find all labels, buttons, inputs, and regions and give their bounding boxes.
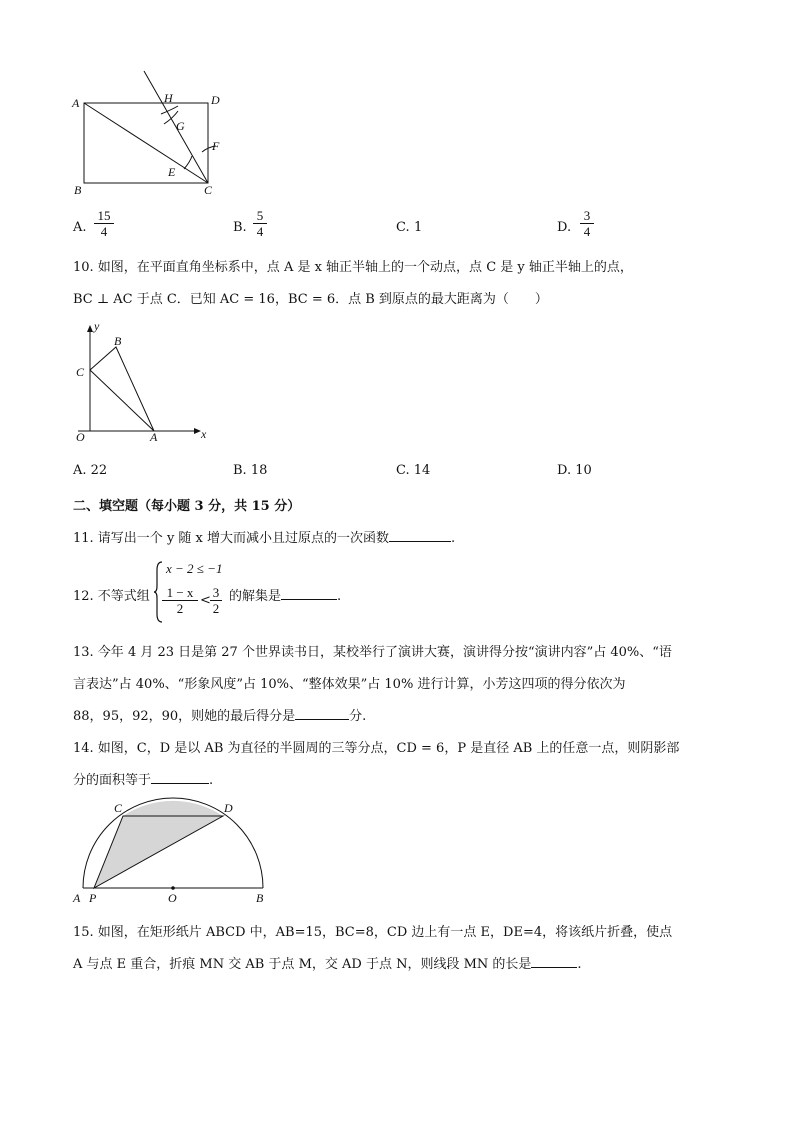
q10-label-x: x xyxy=(201,427,207,441)
q9-label-b: B xyxy=(74,183,82,197)
q10-label-b: B xyxy=(114,334,122,348)
q9-arc-e xyxy=(184,156,192,169)
q13-answer-blank[interactable] xyxy=(295,707,349,720)
q9-diagonal-ac xyxy=(84,103,208,183)
q10-figure xyxy=(70,318,220,446)
q9-figure xyxy=(66,66,236,200)
q9-label-h: H xyxy=(164,91,173,105)
q14-label-p: P xyxy=(89,891,97,905)
q12-fraction-left: $\frac{1 - x}{2}$ xyxy=(162,585,198,616)
q14-answer-blank[interactable] xyxy=(151,771,209,784)
q15-line1: 15. 如图，在矩形纸片 ABCD 中，AB=15，BC=8，CD 边上有一点 E，DE=4，将该纸片折叠，使点 xyxy=(73,925,673,940)
q12-suffix: 的解集是 . xyxy=(229,589,342,604)
q11-answer-blank[interactable] xyxy=(389,529,451,542)
q13-line2: 言表达”占 40%、“形象风度”占 10%、“整体效果”占 10% 进行计算，小芳这四项的得分依次为 xyxy=(73,677,626,692)
q10-label-y: y xyxy=(94,319,100,333)
q10-label-c: C xyxy=(76,365,85,379)
q14-label-d: D xyxy=(224,801,233,815)
q13-line3: 88，95，92，90，则她的最后得分是 分. xyxy=(73,709,367,724)
q14-shaded-triangle xyxy=(94,816,223,888)
q12-fraction-right: $\frac{3}{2}$ xyxy=(210,585,222,616)
q14-label-c: C xyxy=(114,801,123,815)
q10-option-b: B. 18 xyxy=(233,463,268,478)
q12-prefix: 12. 不等式组 xyxy=(73,589,150,604)
q14-shaded-segment xyxy=(123,801,223,816)
q9-label-c: C xyxy=(204,183,213,197)
q14-label-a: A xyxy=(73,891,81,905)
q10-label-a: A xyxy=(150,430,158,444)
q9-label-g: G xyxy=(176,119,185,133)
q10-stem-line1: 10. 如图，在平面直角坐标系中，点 A 是 x 轴正半轴上的一个动点，点 C 是 y 轴正半轴上的点， xyxy=(73,260,633,275)
q14-label-b: B xyxy=(256,891,264,905)
q12-less-than: < xyxy=(200,593,211,608)
q10-option-c: C. 14 xyxy=(396,463,431,478)
q9-label-e: E xyxy=(168,165,176,179)
q14-center-point xyxy=(171,886,175,890)
q14-figure xyxy=(70,796,280,908)
q10-option-d: D. 10 xyxy=(557,463,592,478)
section-title: 二、填空题（每小题 3 分，共 15 分） xyxy=(73,499,301,514)
q9-label-a: A xyxy=(72,96,80,110)
q9-label-d: D xyxy=(211,93,220,107)
q11-stem: 11. 请写出一个 y 随 x 增大而减小且过原点的一次函数 . xyxy=(73,531,456,546)
q10-label-o: O xyxy=(76,430,85,444)
q9-label-f: F xyxy=(212,139,220,153)
q12-answer-blank[interactable] xyxy=(281,587,337,600)
q15-answer-blank[interactable] xyxy=(531,955,577,968)
q14-line1: 14. 如图，C，D 是以 AB 为直径的半圆周的三等分点，CD = 6，P 是直径 AB 上的任意一点，则阴影部 xyxy=(73,741,680,756)
q14-label-o: O xyxy=(168,891,177,905)
q10-triangle-abc xyxy=(90,347,154,431)
q13-line1: 13. 今年 4 月 23 日是第 27 个世界读书日，某校举行了演讲大赛，演讲得分按“演讲内容”占 40%、“语 xyxy=(73,645,672,660)
q12-inequality-1: x − 2 ≤ −1 xyxy=(166,561,223,576)
q10-option-a: A. 22 xyxy=(73,463,108,478)
q15-line2: A 与点 E 重合，折痕 MN 交 AB 于点 M，交 AD 于点 N，则线段 MN 的长是 . xyxy=(73,957,582,972)
q14-line2: 分的面积等于 . xyxy=(73,773,214,788)
q9-arc-h xyxy=(161,106,178,114)
q10-stem-line2: BC ⊥ AC 于点 C．已知 AC = 16，BC = 6．点 B 到原点的最大距离为（ ） xyxy=(73,292,548,307)
